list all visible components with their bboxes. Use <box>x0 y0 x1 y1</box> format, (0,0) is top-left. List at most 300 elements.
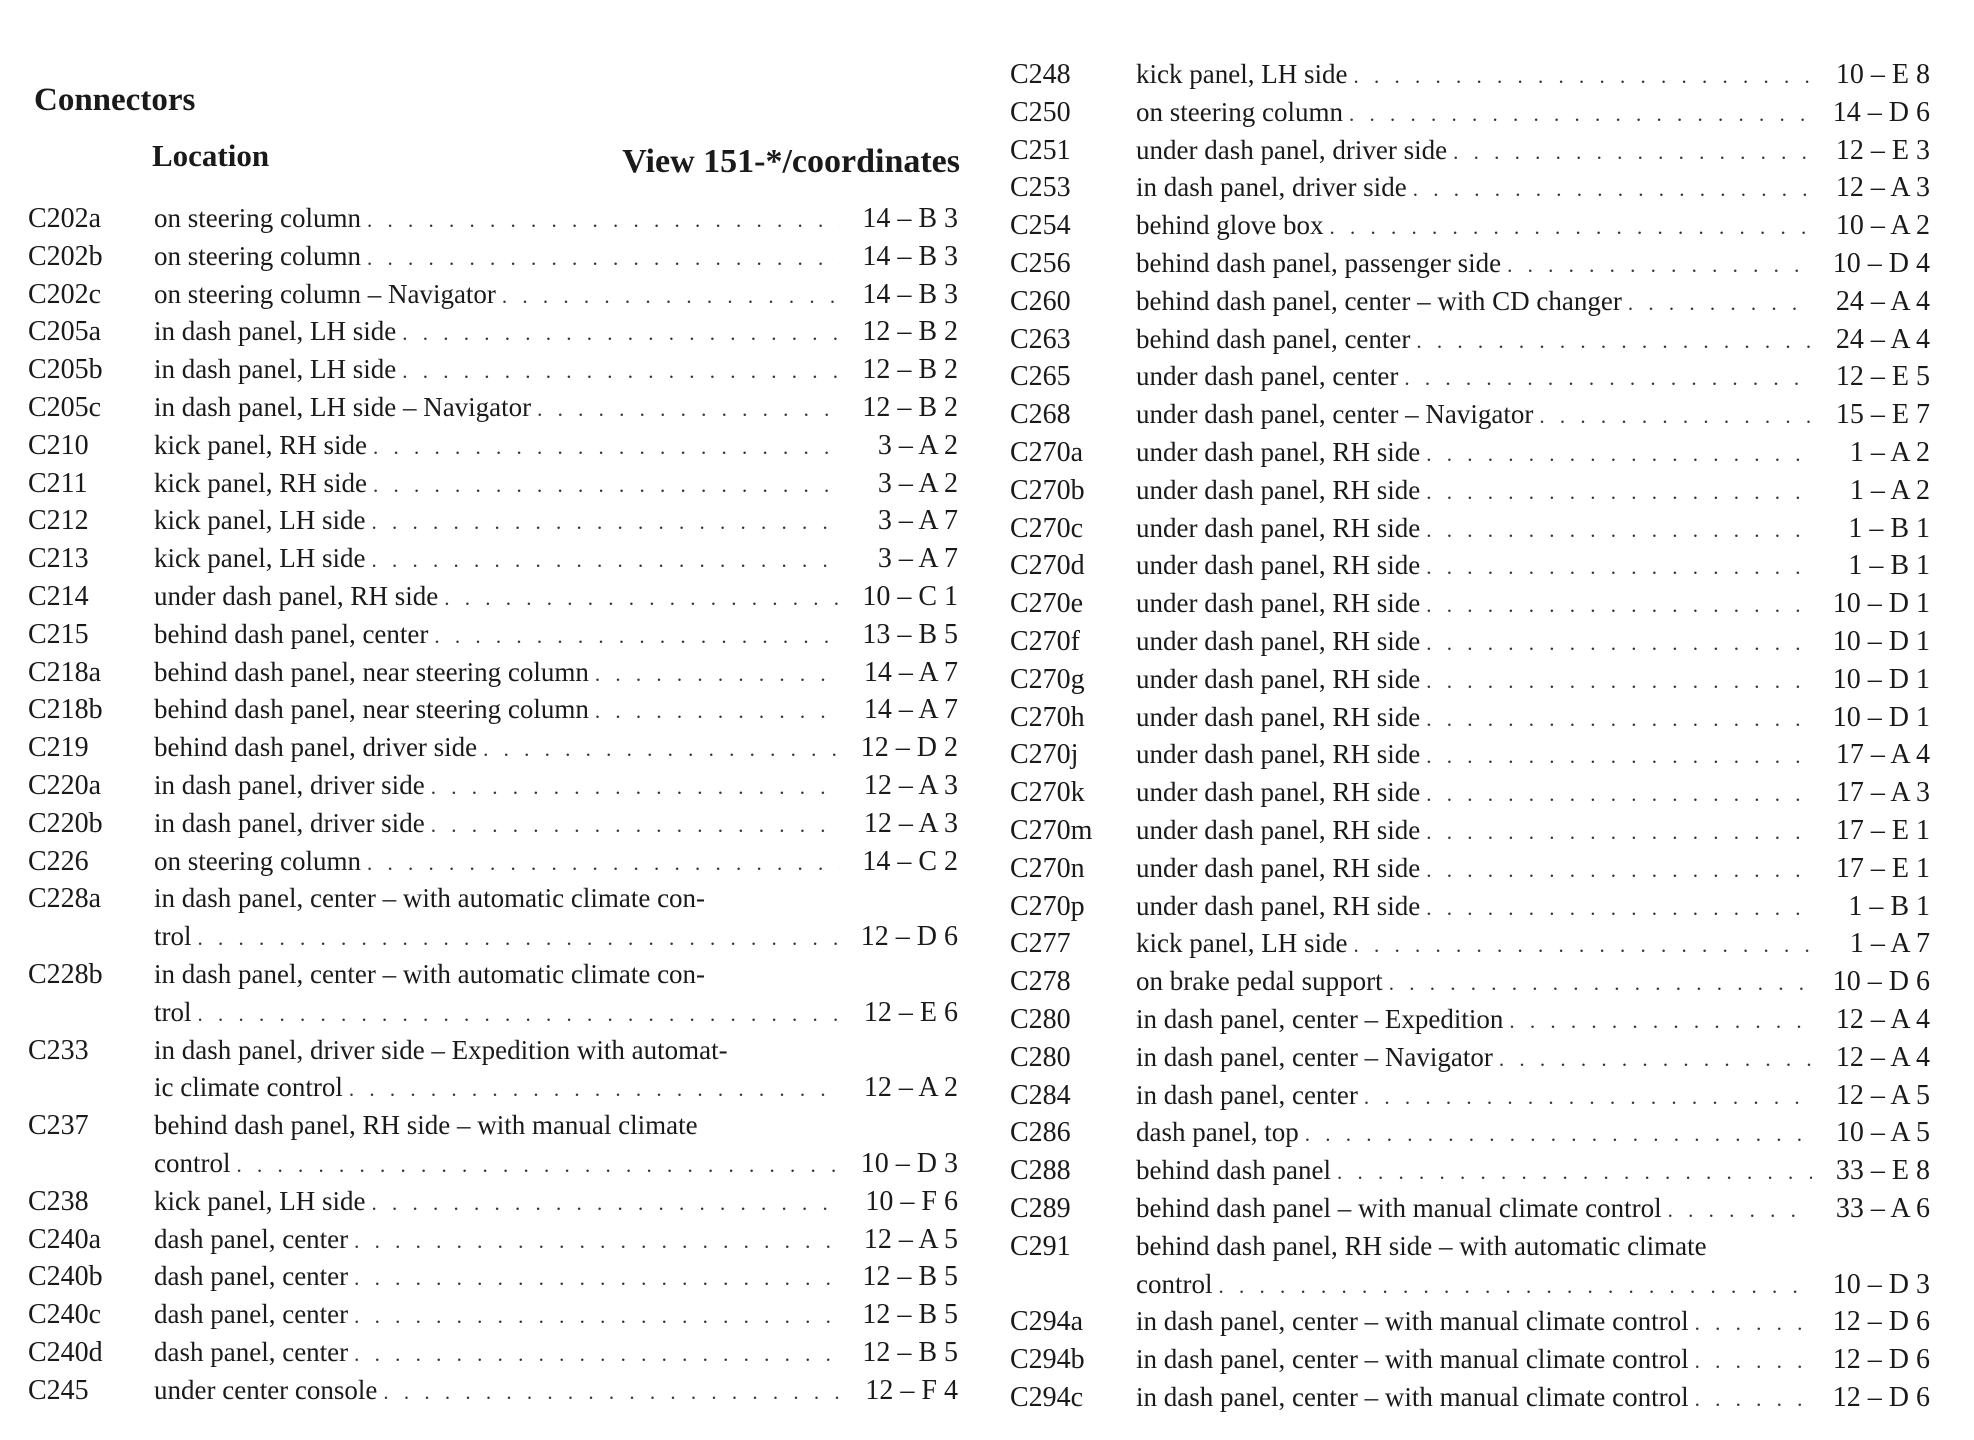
dot-leader <box>1343 96 1812 134</box>
connector-code: C250 <box>1010 96 1071 128</box>
connector-location <box>154 1221 958 1259</box>
location-text-line: in dash panel, center – with automatic climate con- <box>154 883 706 914</box>
view-coordinate: 12 – E 6 <box>863 996 958 1028</box>
location-text-line: kick panel, LH side <box>1136 59 1348 89</box>
connector-entry <box>28 1221 958 1259</box>
view-coordinate: 12 – E 5 <box>1835 361 1930 393</box>
dot-leader <box>1420 436 1812 474</box>
location-text-line: under dash panel, RH side <box>1136 474 1421 505</box>
connector-location <box>154 427 958 465</box>
location-text-line: on steering column <box>154 845 361 876</box>
view-coordinate: 10 – C 1 <box>862 580 958 612</box>
connector-code: C291 <box>1010 1230 1071 1262</box>
connector-location <box>154 313 958 351</box>
connector-location <box>1136 396 1930 434</box>
dot-leader <box>192 920 841 958</box>
view-coordinates-header: View 151-*/coordinates <box>622 143 960 180</box>
location-text-line: kick panel, RH side <box>154 429 367 460</box>
connector-location <box>154 389 958 427</box>
dot-leader <box>1358 1079 1812 1117</box>
connector-entry <box>28 1032 958 1108</box>
view-coordinate: 12 – B 2 <box>862 354 958 386</box>
connector-entry <box>1010 510 1930 548</box>
dot-leader <box>531 391 840 429</box>
connector-entry <box>1010 623 1930 661</box>
connector-code: C248 <box>1010 59 1071 90</box>
connector-location <box>1136 434 1930 472</box>
connector-code: C240b <box>28 1261 103 1293</box>
view-coordinate: 10 – A 5 <box>1835 1117 1930 1149</box>
view-coordinate: 33 – A 6 <box>1835 1192 1930 1224</box>
connector-code: C205c <box>28 391 102 423</box>
connector-location <box>154 1032 958 1108</box>
connector-code: C270k <box>1010 777 1085 809</box>
connector-entry <box>28 880 958 956</box>
connector-location <box>1136 1190 1930 1228</box>
connector-code: C270g <box>1010 663 1085 695</box>
dot-leader <box>1420 814 1812 852</box>
connector-entry <box>1010 547 1930 585</box>
view-coordinate: 12 – D 2 <box>860 732 958 764</box>
dot-leader <box>477 731 840 769</box>
dot-leader <box>343 1071 840 1109</box>
connector-location <box>1136 1379 1930 1417</box>
view-coordinate: 12 – A 5 <box>863 1223 958 1255</box>
location-text-line: under dash panel, RH side <box>1136 512 1421 543</box>
connector-location <box>154 691 958 729</box>
dot-leader <box>230 1147 840 1185</box>
view-coordinate: 12 – E 3 <box>1835 134 1930 166</box>
connector-location <box>1136 850 1930 888</box>
dot-leader <box>348 1298 840 1336</box>
connector-entry <box>1010 94 1930 132</box>
location-text-line: in dash panel, driver side <box>154 769 425 800</box>
view-coordinate: 12 – B 5 <box>862 1261 958 1293</box>
connector-entry <box>1010 434 1930 472</box>
connector-entry <box>1010 472 1930 510</box>
connector-entry <box>1010 321 1930 359</box>
view-coordinate: 10 – D 3 <box>1832 1268 1930 1300</box>
connector-code: C237 <box>28 1110 89 1142</box>
location-text-line: behind dash panel <box>1136 1155 1331 1186</box>
dot-leader <box>1347 927 1812 965</box>
view-coordinate: 14 – B 3 <box>862 203 958 234</box>
dot-leader <box>348 1260 840 1298</box>
connector-code: C215 <box>28 618 89 650</box>
connector-code: C270n <box>1010 852 1085 884</box>
view-coordinate: 12 – D 6 <box>860 921 958 953</box>
location-text-line: behind dash panel, near steering column <box>154 656 589 687</box>
connector-code: C270p <box>1010 890 1085 922</box>
location-text-line: under dash panel, RH side <box>1136 777 1421 808</box>
location-text-line: kick panel, LH side <box>1136 928 1348 959</box>
view-coordinate: 3 – A 7 <box>877 505 958 537</box>
dot-leader <box>396 315 840 353</box>
connector-code: C245 <box>28 1374 89 1406</box>
location-text-line: behind dash panel, passenger side <box>1136 247 1502 278</box>
connector-entry <box>1010 850 1930 888</box>
location-text-line: under dash panel, RH side <box>1136 701 1421 732</box>
location-text-line: under center console <box>154 1374 378 1405</box>
location-text-line: under dash panel, RH side <box>1136 739 1421 770</box>
connector-location <box>1136 888 1930 926</box>
location-text-line: under dash panel, RH side <box>1136 550 1421 581</box>
location-text-line: in dash panel, center <box>1136 1079 1358 1110</box>
location-text-line: in dash panel, driver side <box>1136 172 1407 203</box>
connector-entry <box>1010 56 1930 94</box>
view-coordinate: 12 – D 6 <box>1832 1381 1930 1413</box>
view-coordinate: 10 – D 6 <box>1832 966 1930 998</box>
dot-leader <box>361 845 840 883</box>
view-coordinate: 1 – B 1 <box>1848 512 1930 544</box>
dot-leader <box>365 504 840 542</box>
connector-entry <box>1010 245 1930 283</box>
connector-entry <box>28 691 958 729</box>
connector-entry <box>28 956 958 1032</box>
view-coordinate: 12 – A 3 <box>863 769 958 801</box>
connector-code: C294b <box>1010 1344 1085 1376</box>
dot-leader <box>1410 323 1812 361</box>
dot-leader <box>1420 738 1812 776</box>
connector-location <box>1136 358 1930 396</box>
connector-entry <box>28 843 958 881</box>
connector-entry <box>1010 1303 1930 1341</box>
connector-code: C219 <box>28 732 89 764</box>
location-text-line: under dash panel, center – Navigator <box>1136 399 1534 430</box>
dot-leader <box>1420 587 1812 625</box>
location-text-line: in dash panel, driver side <box>154 807 425 838</box>
dot-leader <box>1503 1003 1812 1041</box>
location-text-line: in dash panel, LH side <box>154 354 397 385</box>
connector-location <box>1136 1228 1930 1304</box>
dot-leader <box>428 618 840 656</box>
view-coordinate: 17 – A 3 <box>1835 777 1930 809</box>
connector-code: C226 <box>28 845 89 877</box>
dot-leader <box>1299 1116 1812 1154</box>
connector-location <box>154 729 958 767</box>
location-text-line: kick panel, LH side <box>154 543 366 574</box>
view-coordinate: 10 – F 6 <box>865 1185 958 1217</box>
connector-entry <box>1010 1077 1930 1115</box>
connector-entry <box>28 767 958 805</box>
view-coordinate: 14 – C 2 <box>862 845 958 877</box>
connector-location <box>154 880 958 956</box>
location-text-line: in dash panel, center – Expedition <box>1136 1003 1504 1034</box>
view-coordinate: 10 – D 1 <box>1832 625 1930 657</box>
view-coordinate: 12 – A 2 <box>863 1072 958 1104</box>
location-text-line: behind dash panel, center – with CD changer <box>1136 285 1622 316</box>
view-coordinate: 3 – A 2 <box>877 467 958 499</box>
connector-code: C228a <box>28 883 102 915</box>
location-text-line: behind dash panel, driver side <box>154 732 478 763</box>
connector-code: C210 <box>28 429 89 461</box>
connector-entry <box>28 654 958 692</box>
connector-entry <box>28 465 958 503</box>
connector-code: C270c <box>1010 512 1084 544</box>
connector-code: C280 <box>1010 1041 1071 1073</box>
connector-code: C278 <box>1010 966 1071 998</box>
dot-leader <box>1622 285 1812 323</box>
dot-leader <box>1533 398 1812 436</box>
connector-location <box>154 767 958 805</box>
connector-code: C251 <box>1010 134 1071 166</box>
connector-entry <box>1010 1228 1930 1304</box>
connector-entry <box>1010 1001 1930 1039</box>
connector-location <box>1136 56 1930 94</box>
location-text-line: under dash panel, RH side <box>1136 852 1421 883</box>
dot-leader <box>361 202 840 240</box>
connector-code: C289 <box>1010 1192 1071 1224</box>
location-text-line: in dash panel, center – Navigator <box>1136 1041 1493 1072</box>
connector-location <box>1136 585 1930 623</box>
view-coordinate: 12 – A 4 <box>1835 1003 1930 1035</box>
location-text-line: behind dash panel, RH side – with automatic climate <box>1136 1230 1707 1261</box>
dot-leader <box>1420 625 1812 663</box>
dot-leader <box>1420 890 1812 928</box>
connector-location <box>154 238 958 276</box>
connector-location <box>154 1258 958 1296</box>
location-text-line: dash panel, center <box>154 1261 349 1292</box>
dot-leader <box>1689 1343 1812 1381</box>
connector-entry <box>1010 1039 1930 1077</box>
location-text-line: control <box>154 1147 231 1178</box>
connector-code: C270d <box>1010 550 1085 582</box>
dot-leader <box>1420 474 1812 512</box>
location-text-line: behind dash panel, center <box>1136 323 1411 354</box>
dot-leader <box>496 278 840 316</box>
view-coordinate: 3 – A 2 <box>877 429 958 461</box>
view-coordinate: 12 – B 5 <box>862 1336 958 1368</box>
location-text-line: in dash panel, center – with manual climate control <box>1136 1306 1689 1337</box>
view-coordinate: 24 – A 4 <box>1835 323 1930 355</box>
view-coordinate: 14 – D 6 <box>1832 96 1930 128</box>
connector-location <box>1136 1001 1930 1039</box>
connector-location <box>1136 1152 1930 1190</box>
view-coordinate: 33 – E 8 <box>1835 1155 1930 1187</box>
connector-entry <box>1010 888 1930 926</box>
dot-leader <box>1689 1381 1812 1419</box>
connector-location <box>1136 1341 1930 1379</box>
location-text-line: in dash panel, LH side <box>154 316 397 347</box>
view-coordinate: 10 – E 8 <box>1835 59 1930 90</box>
connector-location <box>154 1107 958 1183</box>
connector-code: C211 <box>28 467 88 499</box>
dot-leader <box>1398 360 1812 398</box>
connector-code: C270e <box>1010 588 1084 620</box>
section-title: Connectors <box>34 82 196 118</box>
view-coordinate: 14 – A 7 <box>863 656 958 688</box>
connector-location <box>1136 510 1930 548</box>
connector-location <box>154 1296 958 1334</box>
view-coordinate: 3 – A 7 <box>877 543 958 575</box>
location-text-line: under dash panel, RH side <box>1136 663 1421 694</box>
dot-leader <box>425 769 840 807</box>
connector-entry <box>1010 1190 1930 1228</box>
view-coordinate: 12 – F 4 <box>865 1374 958 1406</box>
connector-entry <box>1010 169 1930 207</box>
dot-leader <box>1420 701 1812 739</box>
location-text-line: in dash panel, center – with automatic climate con- <box>154 958 706 989</box>
connector-code: C270b <box>1010 474 1085 506</box>
connector-location <box>1136 169 1930 207</box>
location-text-line: dash panel, center <box>154 1223 349 1254</box>
location-text-line: in dash panel, center – with manual climate control <box>1136 1344 1689 1375</box>
location-text-line: in dash panel, center – with manual climate control <box>1136 1381 1689 1412</box>
view-coordinate: 14 – B 3 <box>862 278 958 310</box>
view-coordinate: 13 – B 5 <box>862 618 958 650</box>
connector-entry <box>28 540 958 578</box>
connector-entry <box>1010 358 1930 396</box>
connector-location <box>1136 774 1930 812</box>
connector-code: C277 <box>1010 928 1071 960</box>
location-text-line: in dash panel, driver side – Expedition with automat- <box>154 1034 728 1065</box>
connector-code: C254 <box>1010 210 1071 242</box>
view-coordinate: 10 – D 3 <box>860 1147 958 1179</box>
connector-location <box>154 351 958 389</box>
connector-location <box>1136 1077 1930 1115</box>
connector-entry <box>28 389 958 427</box>
connector-code: C218a <box>28 656 102 688</box>
dot-leader <box>367 429 840 467</box>
view-coordinate: 10 – D 1 <box>1832 588 1930 620</box>
dot-leader <box>396 353 840 391</box>
connector-entry <box>1010 925 1930 963</box>
connector-location <box>154 843 958 881</box>
connector-code: C270m <box>1010 814 1093 846</box>
connector-code: C202a <box>28 203 102 234</box>
location-text-line: under dash panel, RH side <box>1136 890 1421 921</box>
location-text-line: trol <box>154 921 192 952</box>
dot-leader <box>192 996 841 1034</box>
connector-code: C233 <box>28 1034 89 1066</box>
view-coordinate: 12 – A 3 <box>863 807 958 839</box>
connector-entry <box>1010 699 1930 737</box>
view-coordinate: 12 – B 5 <box>862 1299 958 1331</box>
location-text-line: dash panel, center <box>154 1336 349 1367</box>
connector-code: C268 <box>1010 399 1071 431</box>
location-text-line: behind dash panel, center <box>154 618 429 649</box>
connector-code: C256 <box>1010 247 1071 279</box>
connector-code: C288 <box>1010 1155 1071 1187</box>
connector-location <box>1136 736 1930 774</box>
connector-entry <box>28 313 958 351</box>
connector-code: C202c <box>28 278 102 310</box>
connector-code: C202b <box>28 240 103 272</box>
dot-leader <box>1407 171 1812 209</box>
connector-entry <box>28 616 958 654</box>
connector-location <box>154 805 958 843</box>
connector-location <box>154 616 958 654</box>
connector-code: C280 <box>1010 1003 1071 1035</box>
view-coordinate: 17 – E 1 <box>1835 852 1930 884</box>
view-coordinate: 1 – B 1 <box>1848 550 1930 582</box>
connector-entry <box>28 1258 958 1296</box>
view-coordinate: 12 – D 6 <box>1832 1344 1930 1376</box>
connector-location <box>154 540 958 578</box>
connector-location <box>1136 812 1930 850</box>
connector-code: C270h <box>1010 701 1085 733</box>
dot-leader <box>1447 134 1812 172</box>
connector-location <box>1136 132 1930 170</box>
connector-location <box>1136 1114 1930 1152</box>
connector-entry <box>28 427 958 465</box>
dot-leader <box>1501 247 1812 285</box>
connector-code: C240c <box>28 1299 102 1331</box>
connector-location <box>1136 472 1930 510</box>
left-entry-list <box>28 200 958 1410</box>
dot-leader <box>1420 549 1812 587</box>
connector-location <box>154 1183 958 1221</box>
connector-entry <box>1010 963 1930 1001</box>
connector-code: C270f <box>1010 625 1080 657</box>
location-text-line: dash panel, top <box>1136 1117 1299 1148</box>
dot-leader <box>377 1374 840 1412</box>
location-text-line: on steering column – Navigator <box>154 278 496 309</box>
connector-entry <box>1010 283 1930 321</box>
connector-entry <box>28 1296 958 1334</box>
connector-location <box>154 465 958 503</box>
location-text-line: ic climate control <box>154 1072 343 1103</box>
dot-leader <box>1212 1268 1812 1306</box>
view-coordinate: 17 – A 4 <box>1835 739 1930 771</box>
connector-code: C294a <box>1010 1306 1084 1338</box>
connector-location <box>1136 321 1930 359</box>
dot-leader <box>438 580 840 618</box>
view-coordinate: 1 – A 2 <box>1849 436 1930 468</box>
connector-location <box>1136 1039 1930 1077</box>
location-text-line: under dash panel, RH side <box>1136 625 1421 656</box>
dot-leader <box>1347 58 1812 96</box>
connector-code: C220b <box>28 807 103 839</box>
location-text-line: kick panel, RH side <box>154 467 367 498</box>
connector-entry <box>1010 132 1930 170</box>
location-text-line: in dash panel, LH side – Navigator <box>154 391 532 422</box>
connector-location <box>1136 94 1930 132</box>
dot-leader <box>589 656 840 694</box>
connector-entry <box>1010 812 1930 850</box>
connector-entry <box>28 805 958 843</box>
connector-entry <box>28 276 958 314</box>
view-coordinate: 10 – D 4 <box>1832 247 1930 279</box>
connector-entry <box>1010 736 1930 774</box>
dot-leader <box>1662 1192 1812 1230</box>
connector-code: C214 <box>28 580 89 612</box>
connector-code: C228b <box>28 958 103 990</box>
location-text-line: under dash panel, RH side <box>154 580 439 611</box>
location-text-line: on brake pedal support <box>1136 966 1383 997</box>
connector-location <box>154 654 958 692</box>
view-coordinate: 12 – A 3 <box>1835 172 1930 204</box>
connector-code: C212 <box>28 505 89 537</box>
view-coordinate: 10 – A 2 <box>1835 210 1930 242</box>
view-coordinate: 1 – A 2 <box>1849 474 1930 506</box>
dot-leader <box>367 467 840 505</box>
connector-code: C220a <box>28 769 102 801</box>
connector-location <box>1136 925 1930 963</box>
connector-location <box>154 956 958 1032</box>
connector-code: C218b <box>28 694 103 726</box>
dot-leader <box>1420 663 1812 701</box>
connector-location <box>1136 245 1930 283</box>
connector-code: C205b <box>28 354 103 386</box>
location-text-line: on steering column <box>154 203 361 233</box>
dot-leader <box>1383 965 1812 1003</box>
dot-leader <box>348 1336 840 1374</box>
dot-leader <box>365 542 840 580</box>
dot-leader <box>1323 209 1812 247</box>
view-coordinate: 10 – D 1 <box>1832 701 1930 733</box>
view-coordinate: 12 – B 2 <box>862 316 958 348</box>
